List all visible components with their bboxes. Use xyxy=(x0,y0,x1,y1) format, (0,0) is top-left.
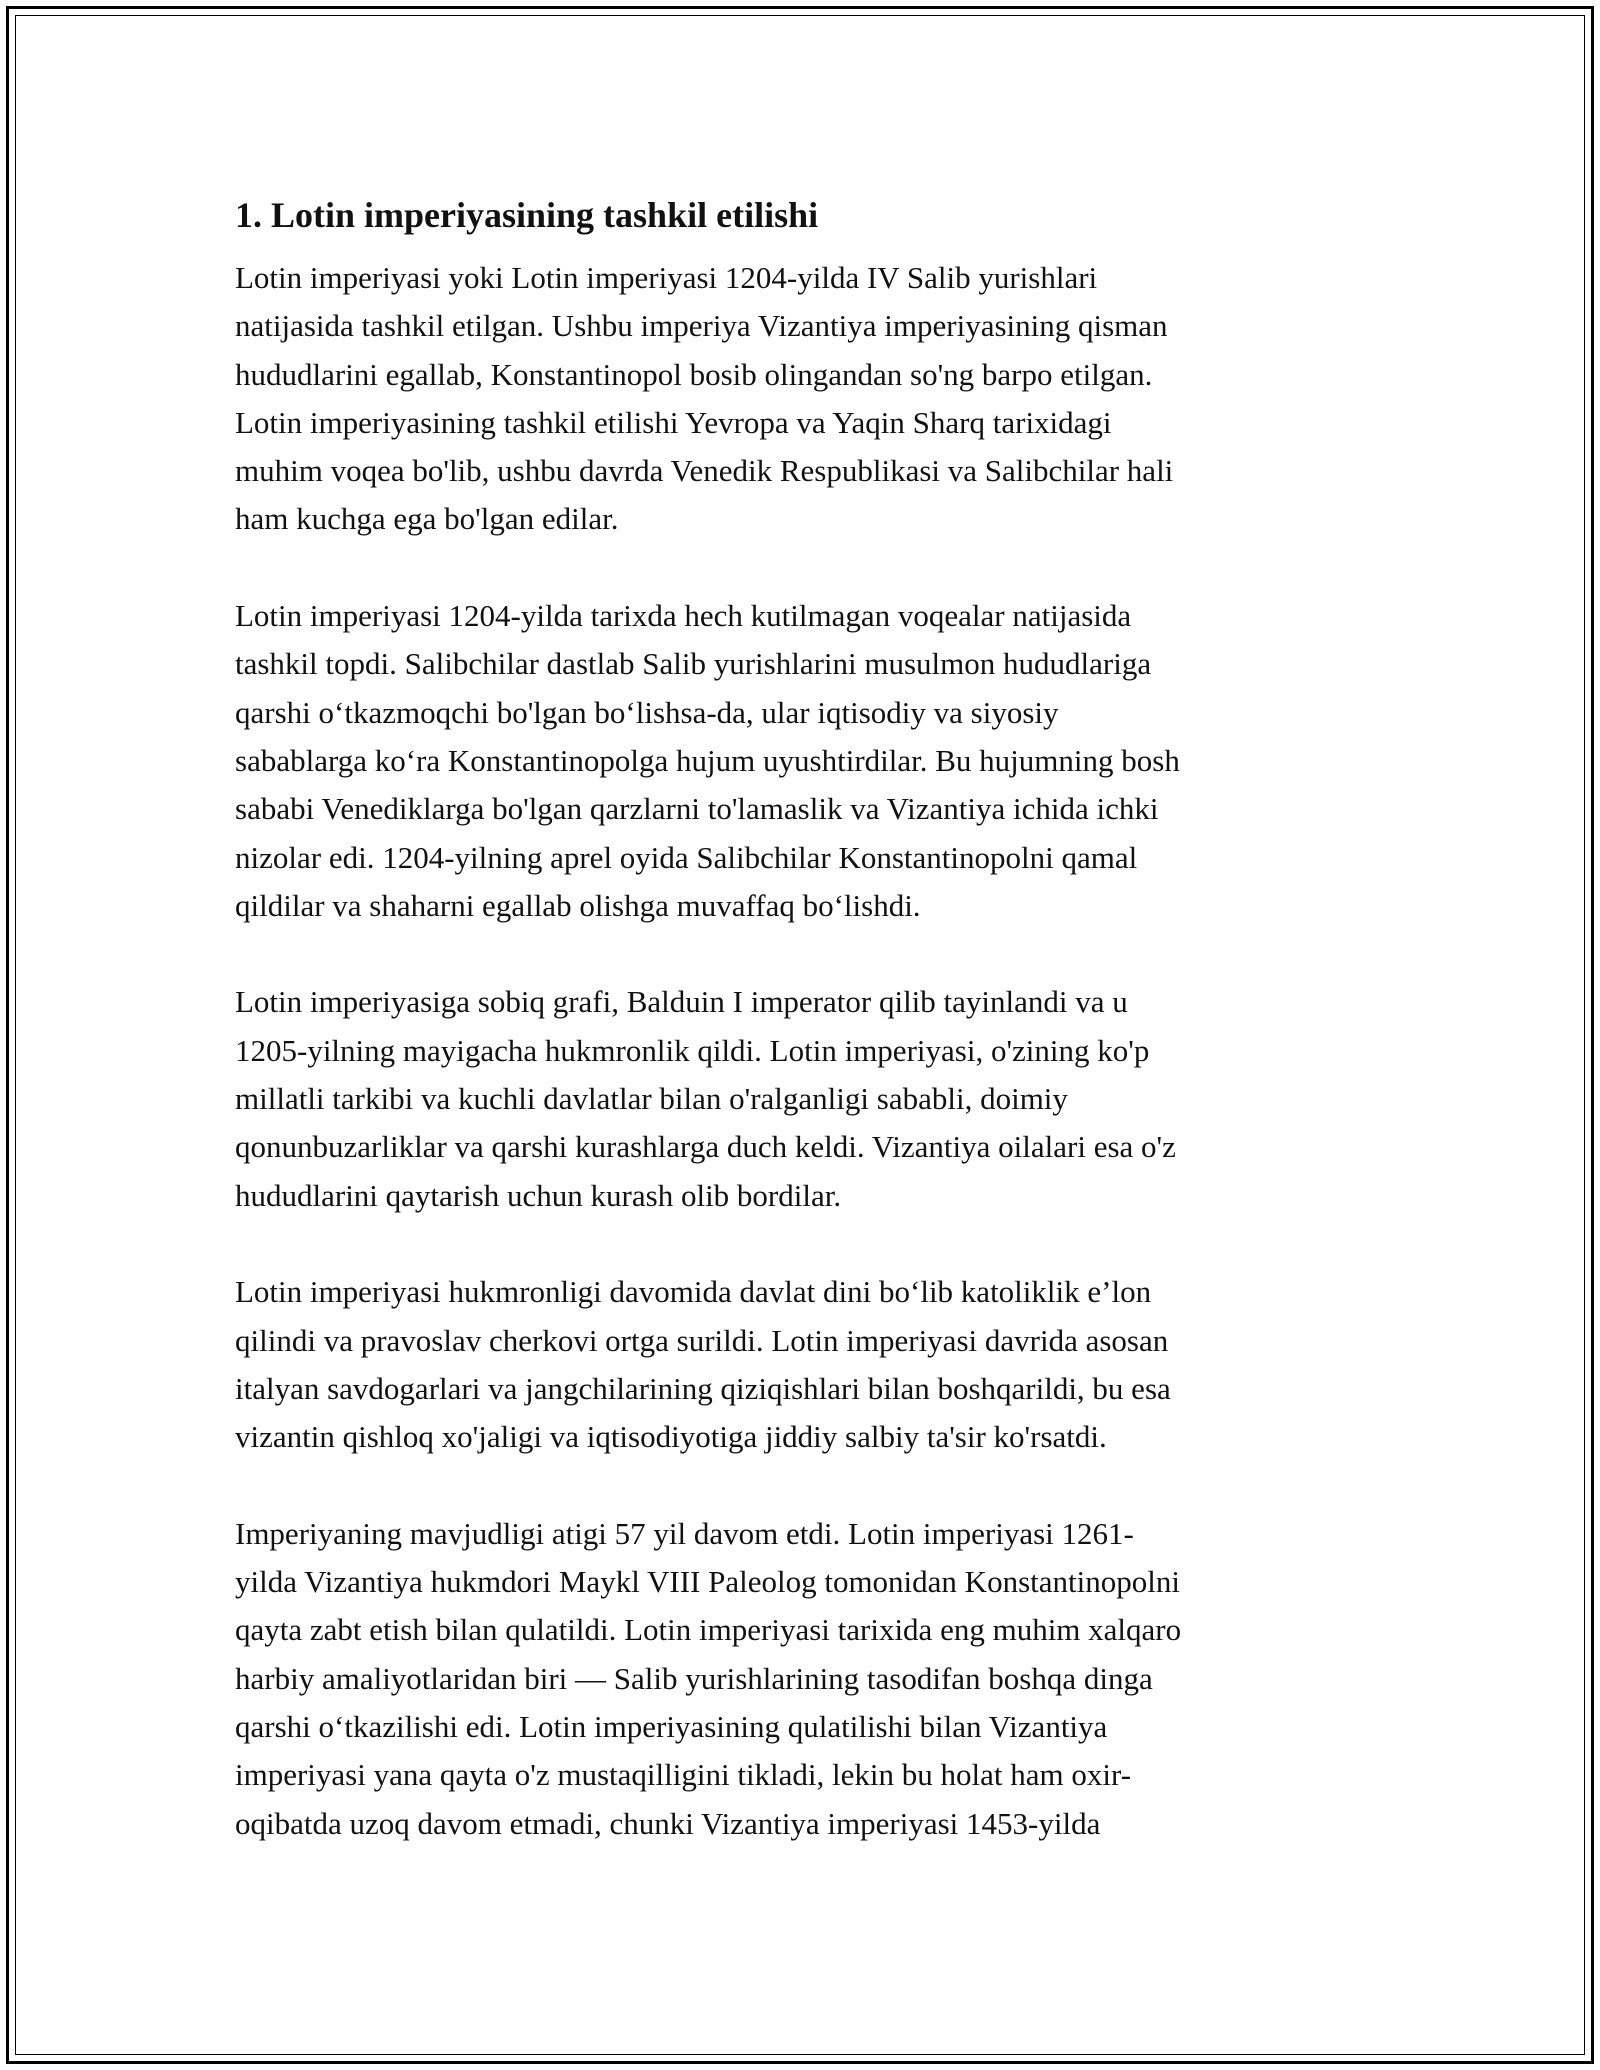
paragraph-line: qarshi o‘tkazilishi edi. Lotin imperiyasining qulatilishi bilan Vizantiya xyxy=(235,1708,1108,1744)
paragraph-line: qildilar va shaharni egallab olishga muvaffaq bo‘lishdi. xyxy=(235,887,921,923)
paragraph-line: oqibatda uzoq davom etmadi, chunki Vizantiya imperiyasi 1453-yilda xyxy=(235,1805,1101,1841)
paragraph-line: muhim voqea bo'lib, ushbu davrda Venedik Respublikasi va Salibchilar hali xyxy=(235,453,1174,489)
paragraph-line: qonunbuzarliklar va qarshi kurashlarga duch keldi. Vizantiya oilalari esa o'z xyxy=(235,1129,1176,1165)
paragraph-line: harbiy amaliyotlaridan biri — Salib yurishlarining tasodifan boshqa dinga xyxy=(235,1660,1153,1696)
paragraph-line: Lotin imperiyasi hukmronligi davomida davlat dini bo‘lib katoliklik e’lon xyxy=(235,1274,1152,1310)
paragraph-line: Lotin imperiyasining tashkil etilishi Yevropa va Yaqin Sharq tarixidagi xyxy=(235,404,1112,440)
paragraph-1 xyxy=(235,254,1375,544)
paragraph-line: natijasida tashkil etilgan. Ushbu imperiya Vizantiya imperiyasining qisman xyxy=(235,308,1168,344)
paragraph-line: imperiyasi yana qayta o'z mustaqilligini tikladi, lekin bu holat ham oxir- xyxy=(235,1757,1132,1793)
paragraph-line: sababi Venediklarga bo'lgan qarzlarni to'lamaslik va Vizantiya ichida ichki xyxy=(235,791,1159,827)
paragraph-line: hududlarini qaytarish uchun kurash olib bordilar. xyxy=(235,1177,842,1213)
paragraph-2 xyxy=(235,592,1375,930)
paragraph-line: yilda Vizantiya hukmdori Maykl VIII Paleolog tomonidan Konstantinopolni xyxy=(235,1564,1180,1600)
paragraph-4 xyxy=(235,1268,1375,1461)
paragraph-5 xyxy=(235,1510,1375,1848)
paragraph-line: vizantin qishloq xo'jaligi va iqtisodiyotiga jiddiy salbiy ta'sir ko'rsatdi. xyxy=(235,1419,1107,1455)
paragraph-line: Lotin imperiyasi 1204-yilda tarixda hech kutilmagan voqealar natijasida xyxy=(235,598,1132,634)
document-body xyxy=(235,186,1375,1896)
paragraph-line: sabablarga ko‘ra Konstantinopolga hujum uyushtirdilar. Bu hujumning bosh xyxy=(235,742,1180,778)
paragraph-line: Imperiyaning mavjudligi atigi 57 yil davom etdi. Lotin imperiyasi 1261- xyxy=(235,1515,1134,1551)
paragraph-line: ham kuchga ega bo'lgan edilar. xyxy=(235,501,619,537)
paragraph-line: italyan savdogarlari va jangchilarining qiziqishlari bilan boshqarildi, bu esa xyxy=(235,1370,1171,1406)
paragraph-3 xyxy=(235,978,1375,1219)
section-heading: 1. Lotin imperiyasining tashkil etilishi xyxy=(235,195,819,235)
paragraph-line: nizolar edi. 1204-yilning aprel oyida Salibchilar Konstantinopolni qamal xyxy=(235,839,1138,875)
paragraph-line: 1205-yilning mayigacha hukmronlik qildi. Lotin imperiyasi, o'zining ko'p xyxy=(235,1032,1150,1068)
paragraph-line: qayta zabt etish bilan qulatildi. Lotin imperiyasi tarixida eng muhim xalqaro xyxy=(235,1612,1182,1648)
paragraph-line: Lotin imperiyasiga sobiq grafi, Balduin I imperator qilib tayinlandi va u xyxy=(235,984,1128,1020)
paragraph-line: qilindi va pravoslav cherkovi ortga surildi. Lotin imperiyasi davrida asosan xyxy=(235,1322,1169,1358)
paragraph-line: hududlarini egallab, Konstantinopol bosib olingandan so'ng barpo etilgan. xyxy=(235,356,1153,392)
paragraph-line: tashkil topdi. Salibchilar dastlab Salib yurishlarini musulmon hududlariga xyxy=(235,646,1152,682)
paragraph-line: millatli tarkibi va kuchli davlatlar bilan o'ralganligi sababli, doimiy xyxy=(235,1081,1068,1117)
paragraph-line: qarshi o‘tkazmoqchi bo'lgan bo‘lishsa-da, ular iqtisodiy va siyosiy xyxy=(235,694,1059,730)
paragraph-line: Lotin imperiyasi yoki Lotin imperiyasi 1204-yilda IV Salib yurishlari xyxy=(235,260,1098,295)
